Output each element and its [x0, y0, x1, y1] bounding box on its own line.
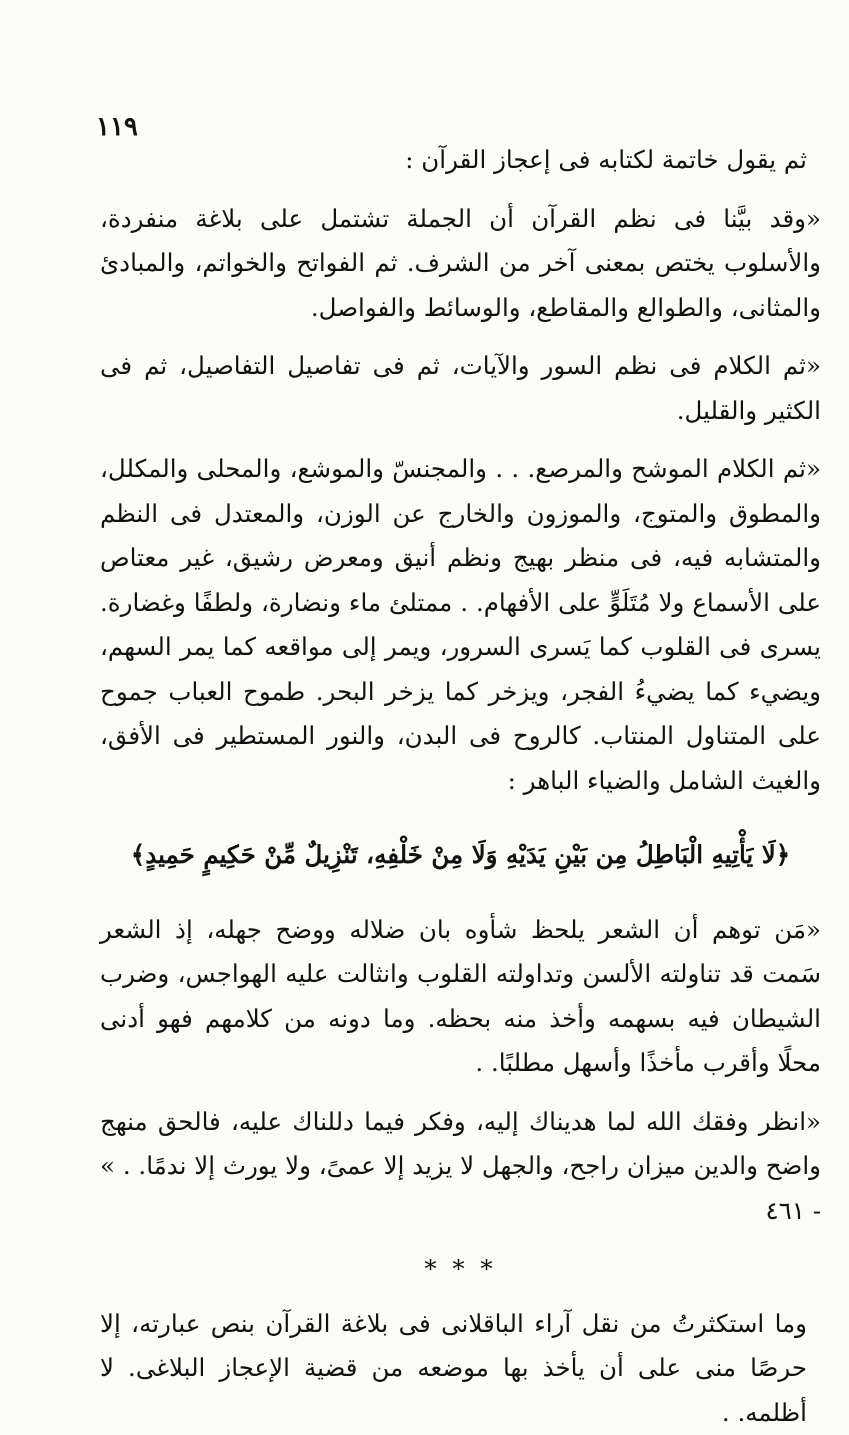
page-number: ١١٩ [96, 112, 138, 142]
quote-paragraph-3: «ثم الكلام الموشح والمرصع. . . والمجنسّ والموشع، والمحلى والمكلل، والمطوق والمتوج، والموزون والخارج عن الوزن، والمعتدل فى النظم والمتشابه فيه، فى منظر بهيج ونظم أنيق ومعرض رشيق، غير معتاص على الأسماع ولا مُتَلَوٍّ على الأفهام. . ممتلئ ماء ونضارة، ولطفًا وغضارة. يسرى فى القلوب كما يَسرى السرور، ويمر إلى مواقعه كما يمر السهم، ويضيء كما يضيءُ الفجر، ويزخر كما يزخر البحر. طموح العباب جموح على المتناول المنتاب. كالروح فى البدن، والنور المستطير فى الأفق، والغيث الشامل والضياء الباهر : [100, 447, 821, 803]
page-body [100, 138, 821, 1435]
quote-paragraph-1: «وقد بيَّنا فى نظم القرآن أن الجملة تشتمل على بلاغة منفردة، والأسلوب يختص بمعنى آخر من الشرف. ثم الفواتح والخواتم، والمبادئ والمثانى، والطوالع والمقاطع، والوسائط والفواصل. [100, 197, 821, 331]
section-separator: * * * [100, 1247, 821, 1292]
quran-verse: ﴿لَا يَأْتِيهِ الْبَاطِلُ مِن بَيْنِ يَدَيْهِ وَلَا مِنْ خَلْفِهِ، تَنْزِيلٌ مِّنْ حَكِيمٍ حَمِيدٍ﴾ [100, 833, 821, 878]
closing-paragraph: وما استكثرتُ من نقل آراء الباقلانى فى بلاغة القرآن بنص عبارته، إلا حرصًا منى على أن يأخذ بها موضعه من قضية الإعجاز البلاغى. لا أظلمه. . [100, 1302, 807, 1435]
quote-paragraph-4: «مَن توهم أن الشعر يلحظ شأوه بان ضلاله ووضح جهله، إذ الشعر سَمت قد تناولته الألسن وتداولته القلوب وانثالت عليه الهواجس، وضرب الشيطان فيه بسهمه وأخذ منه بحظه. وما دونه من كلامهم فهو أدنى محلًا وأقرب مأخذًا وأسهل مطلبًا. . [100, 908, 821, 1086]
quote-paragraph-5: «انظر وفقك الله لما هديناك إليه، وفكر فيما دللناك عليه، فالحق منهج واضح والدين ميزان راجح، والجهل لا يزيد إلا عمىً، ولا يورث إلا ندمًا. . » - ٤٦١ [100, 1100, 821, 1234]
quote-paragraph-2: «ثم الكلام فى نظم السور والآيات، ثم فى تفاصيل التفاصيل، ثم فى الكثير والقليل. [100, 344, 821, 433]
intro-line: ثم يقول خاتمة لكتابه فى إعجاز القرآن : [100, 138, 807, 183]
